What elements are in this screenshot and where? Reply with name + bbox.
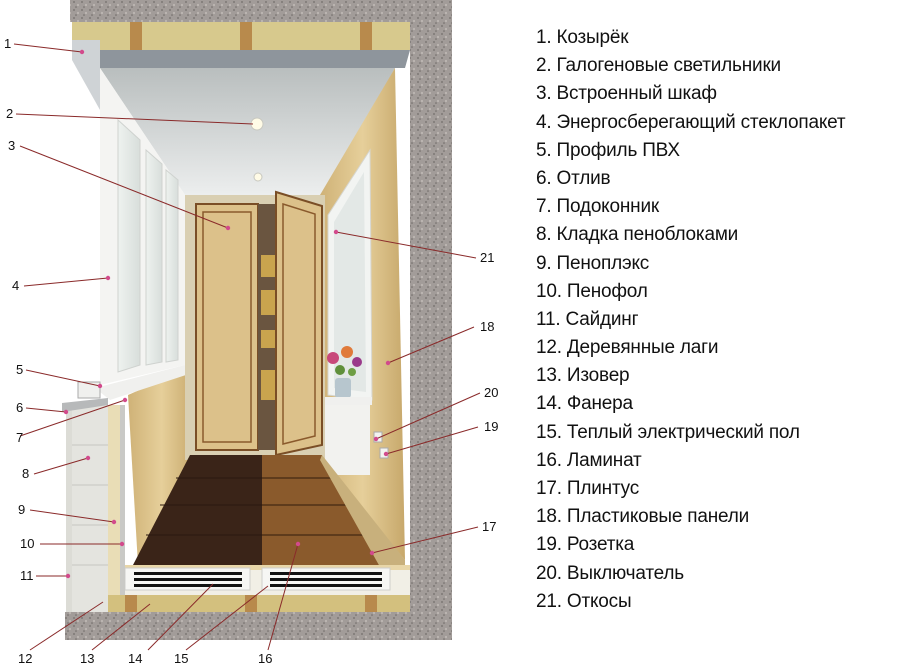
legend-item: 4. Энергосберегающий стеклопакет bbox=[536, 111, 846, 133]
legend-item: 13. Изовер bbox=[536, 365, 630, 387]
right-cabinet-low bbox=[325, 405, 370, 475]
callout-17: 17 bbox=[482, 519, 497, 534]
wardrobe-left-door bbox=[196, 204, 258, 450]
legend-item: 20. Выключатель bbox=[536, 562, 684, 584]
legend-item: 11. Сайдинг bbox=[536, 308, 639, 330]
legend-item: 19. Розетка bbox=[536, 534, 635, 556]
legend-item: 3. Встроенный шкаф bbox=[536, 83, 717, 105]
heating-mat-left bbox=[125, 568, 250, 590]
heating-mat-right bbox=[262, 568, 390, 590]
legend-item: 21. Откосы bbox=[536, 590, 632, 612]
stone-slab-top bbox=[70, 0, 415, 22]
foam-block-wall bbox=[72, 405, 108, 612]
legend-item: 15. Теплый электрический пол bbox=[536, 421, 800, 443]
callout-8: 8 bbox=[22, 466, 30, 481]
canopy bbox=[72, 50, 410, 68]
callout-10: 10 bbox=[20, 536, 35, 551]
legend-item: 6. Отлив bbox=[536, 167, 611, 189]
callout-16: 16 bbox=[258, 651, 273, 666]
callout-19: 19 bbox=[484, 419, 499, 434]
callout-9: 9 bbox=[18, 502, 26, 517]
legend-item: 16. Ламинат bbox=[536, 449, 642, 471]
callout-18: 18 bbox=[480, 319, 495, 334]
callout-11: 11 bbox=[20, 568, 34, 583]
callout-2: 2 bbox=[6, 106, 14, 121]
stone-slab-bottom bbox=[65, 612, 415, 640]
callout-5: 5 bbox=[16, 362, 24, 377]
penoplex-layer bbox=[108, 405, 120, 595]
callout-14: 14 bbox=[128, 651, 143, 666]
legend-item: 17. Плинтус bbox=[536, 478, 640, 499]
pvc-profile bbox=[78, 382, 100, 398]
legend-item: 5. Профиль ПВХ bbox=[536, 139, 680, 161]
legend-item: 9. Пеноплэкс bbox=[536, 252, 650, 274]
legend-item: 1. Козырёк bbox=[536, 27, 629, 48]
legend-item: 2. Галогеновые светильники bbox=[536, 55, 781, 77]
callout-13: 13 bbox=[80, 651, 95, 666]
callout-4: 4 bbox=[12, 278, 20, 293]
legend-item: 18. Пластиковые панели bbox=[536, 506, 750, 528]
callout-20: 20 bbox=[484, 385, 499, 400]
callout-15: 15 bbox=[174, 651, 189, 666]
canopy-edge bbox=[72, 40, 100, 110]
legend-list bbox=[536, 24, 845, 616]
penofol-layer bbox=[120, 405, 125, 595]
callout-12: 12 bbox=[18, 651, 33, 666]
callout-7: 7 bbox=[16, 430, 24, 445]
legend-item: 14. Фанера bbox=[536, 393, 633, 415]
legend-item: 10. Пенофол bbox=[536, 280, 648, 302]
callout-1: 1 bbox=[4, 36, 12, 51]
callout-3: 3 bbox=[8, 138, 16, 153]
stone-wall-right bbox=[410, 0, 452, 640]
legend-item: 8. Кладка пеноблоками bbox=[536, 224, 739, 246]
legend-item: 12. Деревянные лаги bbox=[536, 337, 719, 359]
legend-item: 7. Подоконник bbox=[536, 196, 659, 218]
callout-21: 21 bbox=[480, 250, 495, 265]
siding bbox=[66, 405, 72, 612]
right-sill bbox=[322, 397, 372, 405]
callout-6: 6 bbox=[16, 400, 24, 415]
halogen-light-2 bbox=[254, 173, 262, 181]
